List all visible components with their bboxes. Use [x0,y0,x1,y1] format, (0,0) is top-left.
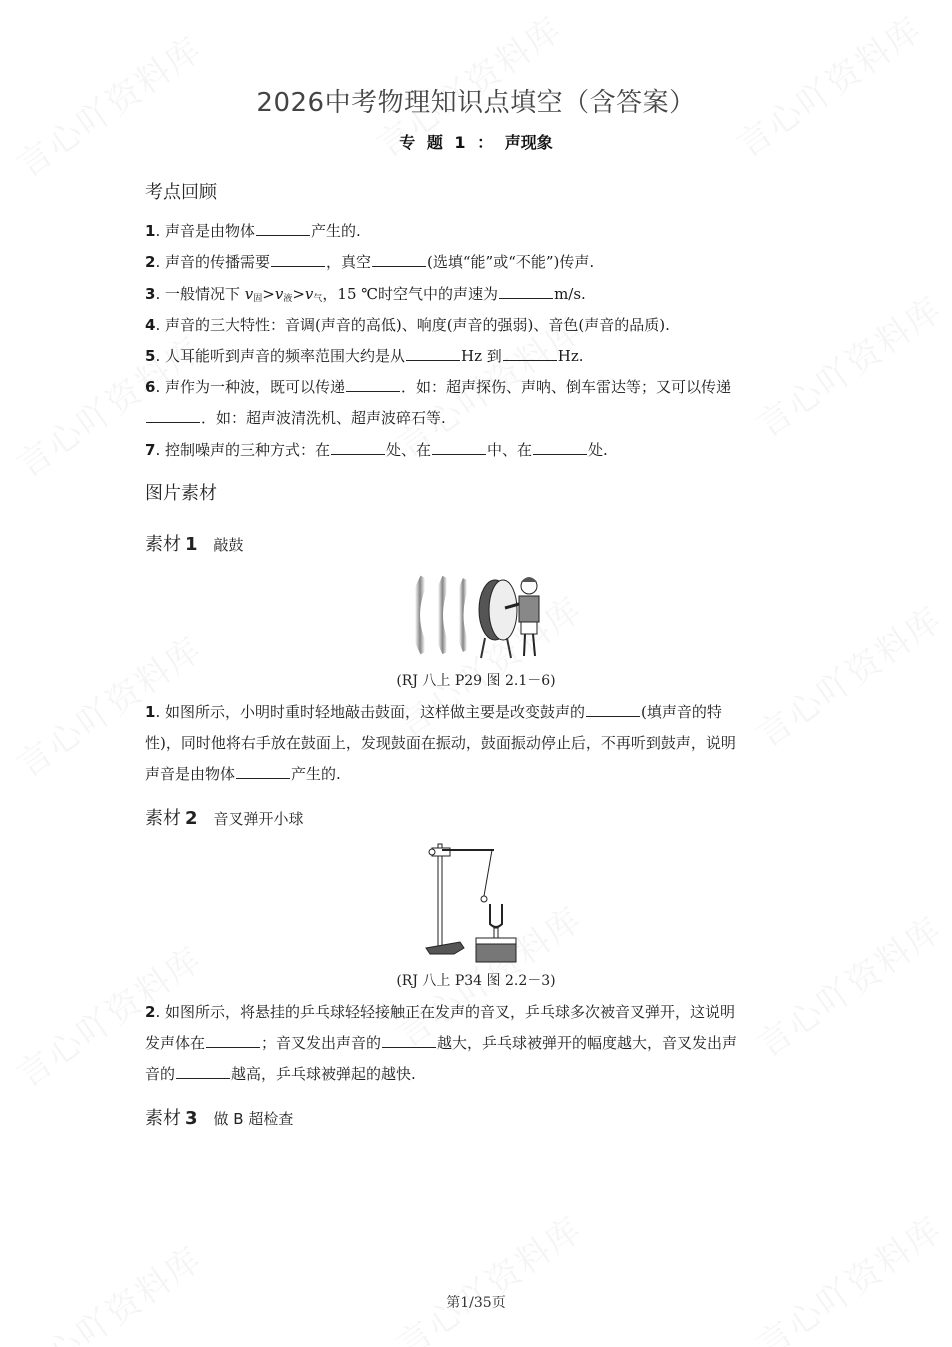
review-item-4: 4. 声音的三大特性：音调(声音的高低)、响度(声音的强弱)、音色(声音的品质). [145,316,670,334]
velocity-symbol: v [304,285,314,303]
text: 声作为一种波，既可以传递 [164,378,345,396]
review-item-7: 7. 控制噪声的三种方式：在 处、在 中、在 处. [145,441,608,459]
drum-figure [405,570,550,660]
text: 人耳能听到声音的频率范围大约是从 [164,347,405,365]
text: 产生的. [291,765,341,783]
text: 产生的. [311,222,361,240]
text: Hz 到 [461,347,502,365]
text: 声音的传播需要 [164,253,270,271]
answer-blank[interactable] [499,284,553,299]
document-title: 2026中考物理知识点填空（含答案） [256,88,696,118]
text: ，15 ℃时空气中的声速为 [322,285,499,303]
answer-blank[interactable] [406,346,460,361]
review-item-3: 3. 一般情况下 v固>v液>v气，15 ℃时空气中的声速为 m/s. [145,285,586,304]
item-number: 4 [145,316,156,334]
review-item-5: 5. 人耳能听到声音的频率范围大约是从 Hz 到 Hz. [145,347,584,365]
material-name: 音叉弹开小球 [213,810,304,828]
text: m/s. [554,285,586,303]
text: Hz. [557,347,584,365]
item-number: 5 [145,347,156,365]
answer-blank[interactable] [346,377,400,392]
answer-blank[interactable] [236,764,290,779]
review-heading: 考点回顾 [145,182,217,203]
answer-blank[interactable] [432,440,486,455]
answer-blank[interactable] [586,702,640,717]
subscript: 固 [253,294,263,304]
material-name: 敲鼓 [213,536,244,554]
material-number: 3 [185,1108,198,1129]
review-item-6-cont [145,408,815,428]
material-number: 2 [185,808,198,829]
velocity-symbol: v [244,285,254,303]
item-number: 6 [145,378,156,396]
material-2-heading [145,804,304,830]
tuning-fork-figure [420,838,535,966]
answer-blank[interactable] [503,346,557,361]
figure-caption: (RJ 八上 P34 图 2.2－3) [396,973,556,989]
text: 性)，同时他将右手放在鼓面上，发现鼓面在振动，鼓面振动停止后，不再听到鼓声，说明 [145,734,736,752]
watermark [385,1202,590,1347]
item-number: 3 [145,285,156,303]
page-number: 第1/35页 [446,1295,506,1311]
symbol: > [262,285,275,303]
material-2-question-line-3 [145,1064,815,1084]
text: 声音的三大特性：音调(声音的高低)、响度(声音的强弱)、音色(声音的品质). [164,316,670,334]
tuning-fork-apparatus-icon [420,838,535,966]
text: 发声体在 [145,1034,206,1052]
text: ．如：超声探伤、声呐、倒车雷达等；又可以传递 [401,378,732,396]
text: 中、在 [487,441,533,459]
material-number: 1 [185,534,198,555]
item-number: 2 [145,1003,156,1021]
material-1-question-line-1: 1. 如图所示，小明时重时轻地敲击鼓面，这样做主要是改变鼓声的 (填声音的特 [145,703,722,721]
material-2-question-line-1: 2. 如图所示，将悬挂的乒乓球轻轻接触正在发声的音叉，乒乓球多次被音叉弹开，这说明 [145,1003,735,1021]
text: 音的 [145,1065,176,1083]
subscript: 气 [313,294,323,304]
review-item-6: 6. 声作为一种波，既可以传递 ．如：超声探伤、声呐、倒车雷达等；又可以传递 [145,378,732,396]
material-3-heading [145,1104,293,1130]
text: 控制噪声的三种方式：在 [164,441,330,459]
text: (填声音的特 [641,703,722,721]
material-2-question-line-2 [145,1033,815,1053]
material-1-heading [145,530,244,556]
material-label: 素材 [145,534,181,555]
review-item-2: 2. 声音的传播需要 ，真空 (选填“能”或“不能”)传声. [145,253,595,271]
text: 处、在 [386,441,432,459]
text: 如图所示，小明时重时轻地敲击鼓面，这样做主要是改变鼓声的 [164,703,585,721]
topic-subtitle: 专 题 1 ： 声现象 [399,133,553,152]
material-label: 素材 [145,808,181,829]
material-name: 做 B 超检查 [213,1110,294,1128]
watermark [745,1202,950,1347]
answer-blank[interactable] [146,408,200,423]
drum-illustration-icon [405,570,550,660]
text: 如图所示，将悬挂的乒乓球轻轻接触正在发声的音叉，乒乓球多次被音叉弹开，这说明 [164,1003,735,1021]
watermark [5,1232,210,1347]
text: 声音是由物体 [145,765,236,783]
item-number: 2 [145,253,156,271]
materials-heading: 图片素材 [145,483,217,504]
text: 越高，乒乓球被弹起的越快. [231,1065,416,1083]
review-item-1: 1. 声音是由物体 产生的. [145,222,361,240]
velocity-symbol: v [274,285,284,303]
material-1-question-line-2 [145,733,815,753]
answer-blank[interactable] [176,1064,230,1079]
answer-blank[interactable] [256,221,310,236]
symbol: > [292,285,305,303]
answer-blank[interactable] [206,1033,260,1048]
text: 处. [588,441,608,459]
text: (选填“能”或“不能”)传声. [427,253,595,271]
text: ；音叉发出声音的 [261,1034,382,1052]
text: 声音是由物体 [164,222,255,240]
item-number: 7 [145,441,156,459]
figure-caption: (RJ 八上 P29 图 2.1－6) [396,673,556,689]
item-number: 1 [145,703,156,721]
text: 越大，乒乓球被弹开的幅度越大，音叉发出声 [437,1034,738,1052]
answer-blank[interactable] [382,1033,436,1048]
material-label: 素材 [145,1108,181,1129]
subscript: 液 [283,294,293,304]
item-number: 1 [145,222,156,240]
answer-blank[interactable] [372,252,426,267]
answer-blank[interactable] [271,252,325,267]
text: ，真空 [326,253,372,271]
answer-blank[interactable] [331,440,385,455]
text: ．如：超声波清洗机、超声波碎石等. [201,409,446,427]
text: 一般情况下 [164,285,245,303]
material-1-question-line-3 [145,764,815,784]
answer-blank[interactable] [533,440,587,455]
